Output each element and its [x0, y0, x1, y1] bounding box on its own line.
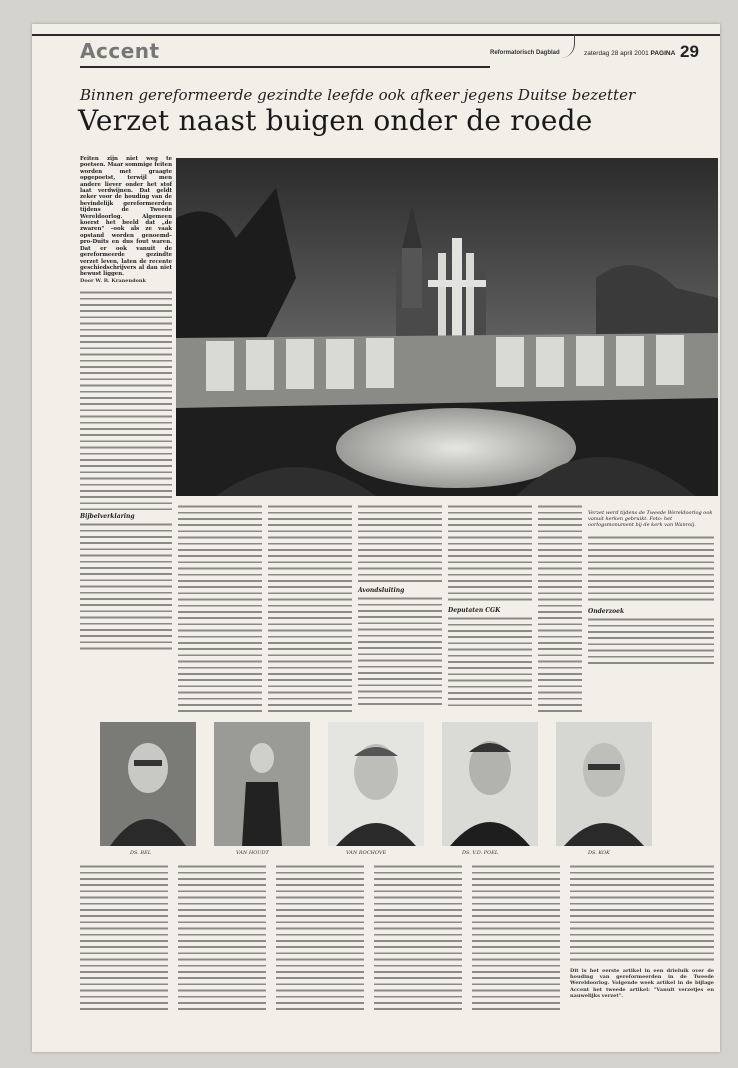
portrait-image-van-rochove — [328, 722, 424, 846]
bottom-column-2-text — [178, 864, 266, 1014]
portrait-caption-van-rochove: VAN ROCHOVE — [346, 850, 387, 856]
portrait-image-kok — [556, 722, 652, 846]
portrait-image-van-der-poel — [442, 722, 538, 846]
portrait-caption-van-der-poel: DS. V.D. POEL — [462, 850, 499, 856]
photo-caption — [588, 510, 714, 667]
portrait-caption-bel: DS. BEL — [130, 850, 152, 856]
church-tower — [402, 248, 422, 308]
issue-date — [584, 50, 675, 57]
column-3-text — [268, 504, 352, 714]
column-2 — [178, 504, 262, 714]
column-3 — [268, 504, 352, 714]
bottom-column-2 — [178, 864, 266, 1014]
portrait-kok — [556, 722, 652, 846]
subhead-onderzoek: Onderzoek — [588, 607, 625, 615]
column-1-text-block-2 — [80, 522, 172, 650]
portrait-van-der-poel — [442, 722, 538, 846]
portrait-caption-van-houdt: VAN HOUDT — [236, 850, 269, 856]
column-1 — [80, 156, 172, 650]
bottom-column-4-text — [374, 864, 462, 1014]
column-5 — [448, 504, 532, 706]
column-1-text-block — [80, 290, 172, 510]
bottom-column-6-text — [570, 864, 714, 964]
portrait-bel — [100, 722, 196, 846]
portrait-caption-kok: DS. KOK — [588, 850, 610, 856]
portrait-image-bel — [100, 722, 196, 846]
date-text: zaterdag 28 april 2001 — [584, 50, 649, 57]
bottom-column-1 — [80, 864, 168, 1014]
subhead-avondsluiting: Avondsluiting — [358, 587, 405, 594]
caption-text: Verzet werd tijdens de Tweede Wereldoorlog ook vanuit kerken gebruikt. Foto: het oorlogsmonument bij de kerk van Wanroij. — [588, 510, 713, 529]
portrait-row — [100, 722, 660, 856]
page-number: 29 — [680, 42, 699, 61]
column-4 — [358, 504, 442, 706]
article-headline: Verzet naast buigen onder de roede — [78, 104, 593, 137]
bottom-column-1-text — [80, 864, 168, 1014]
article-byline: Door W. B. Kranendonk — [80, 277, 147, 284]
war-memorial-photo — [176, 158, 718, 496]
column-6 — [538, 504, 582, 714]
bottom-column-3 — [276, 864, 364, 1014]
column-5-text — [448, 504, 532, 604]
column-7-text-2 — [588, 617, 714, 667]
column-7-text — [588, 535, 714, 605]
subhead-bijbelverklaring: Bijbelverklaring — [80, 512, 135, 520]
memorial-image — [176, 158, 718, 496]
bottom-column-3-text — [276, 864, 364, 1014]
portrait-van-rochove — [328, 722, 424, 846]
column-4-text — [358, 504, 442, 584]
bottom-column-5-text — [472, 864, 560, 1014]
newspaper-page — [32, 24, 720, 1052]
column-2-text — [178, 504, 262, 714]
bottom-column-5 — [472, 864, 560, 1014]
column-6-text — [538, 504, 582, 714]
section-rule — [80, 66, 490, 68]
bottom-column-4 — [374, 864, 462, 1014]
page-label: PAGINA — [650, 50, 676, 57]
gravel-circle — [336, 408, 576, 488]
bottom-column-6 — [570, 864, 714, 999]
section-title: Accent — [80, 39, 160, 63]
column-4-text-2 — [358, 596, 442, 706]
subhead-deputaten: Deputaten CGK — [448, 607, 501, 614]
memorial-crossbar — [428, 280, 486, 287]
series-endnote: Dit is het eerste artikel in een drieluik over de houding van gereformeerden in de Tweede Wereldoorlog. Volgende week artikel in de bijlage Accent het tweede artikel: "Vanuit verzetjes en nauwelijks verzet". — [570, 968, 714, 999]
top-rule — [32, 34, 720, 36]
newspaper-name: Reformatorisch Dagblad — [490, 50, 560, 56]
article-kicker: Binnen gereformeerde gezindte leefde ook afkeer jegens Duitse bezetter — [80, 86, 636, 104]
masthead-curve — [552, 34, 575, 58]
portrait-van-houdt — [214, 722, 310, 846]
column-5-text-2 — [448, 616, 532, 706]
article-lead: Feiten zijn niet weg te poetsen. Maar sommige feiten worden met graagte opgepoetst, terwijl men andere liever onder het stof laat verdwijnen. Dat geldt zeker voor de houding van de bevindelijk gereformeerden tijdens de Tweede Wereldoorlog. Algemeen koerst het beeld dat „de zwaren” –ook als ze vaak opstand worden genoemd– pro-Duits en dus fout waren. Dat er ook vanuit de gereformeerde gezindte verzet leven, laten de recente geschiedschrijvers al dan niet bewust liggen. — [80, 156, 172, 278]
portrait-image-van-houdt — [214, 722, 310, 846]
